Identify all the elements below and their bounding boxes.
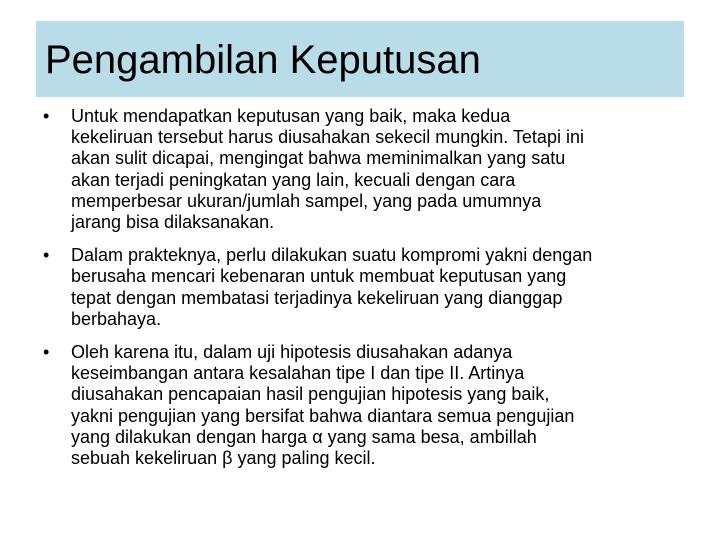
bullet-3-line-4: yakni pengujian yang bersifat bahwa diantara semua pengujian — [71, 405, 575, 426]
title-bar — [36, 21, 684, 97]
bullet-1-line-3: akan sulit dicapai, mengingat bahwa meminimalkan yang satu — [71, 148, 566, 169]
bullet-list — [36, 106, 684, 481]
bullet-3-line-2: keseimbangan antara kesalahan tipe I dan tipe II. Artinya — [71, 363, 525, 384]
bullet-dot-icon: • — [43, 245, 50, 266]
bullet-dot-icon: • — [43, 342, 50, 363]
bullet-3-line-1: Oleh karena itu, dalam uji hipotesis diusahakan adanya — [71, 342, 513, 363]
bullet-3-line-3: diusahakan pencapaian hasil pengujian hipotesis yang baik, — [71, 384, 550, 405]
bullet-1-line-4: akan terjadi peningkatan yang lain, kecuali dengan cara — [71, 169, 516, 190]
bullet-dot-icon: • — [43, 106, 50, 126]
bullet-1-line-2: kekeliruan tersebut harus diusahakan sekecil mungkin. Tetapi ini — [71, 127, 584, 148]
bullet-item-1 — [36, 106, 684, 233]
bullet-1-line-6: jarang bisa dilaksanakan. — [71, 212, 275, 233]
bullet-2-line-2: berusaha mencari kebenaran untuk membuat keputusan yang — [71, 266, 567, 287]
slide-title: Pengambilan Keputusan — [45, 38, 481, 82]
bullet-1-line-1: Untuk mendapatkan keputusan yang baik, maka kedua — [71, 106, 511, 126]
bullet-2-line-4: berbahaya. — [71, 308, 162, 329]
bullet-2-line-3: tepat dengan membatasi terjadinya kekeliruan yang dianggap — [71, 287, 563, 308]
bullet-3-line-5: yang dilakukan dengan harga α yang sama besa, ambillah — [71, 426, 537, 447]
bullet-3-line-6: sebuah kekeliruan β yang paling kecil. — [71, 448, 376, 469]
bullet-item-2 — [36, 245, 684, 330]
bullet-1-line-5: memperbesar ukuran/jumlah sampel, yang pada umumnya — [71, 190, 542, 211]
bullet-item-3 — [36, 342, 684, 469]
bullet-2-line-1: Dalam prakteknya, perlu dilakukan suatu kompromi yakni dengan — [71, 245, 593, 266]
